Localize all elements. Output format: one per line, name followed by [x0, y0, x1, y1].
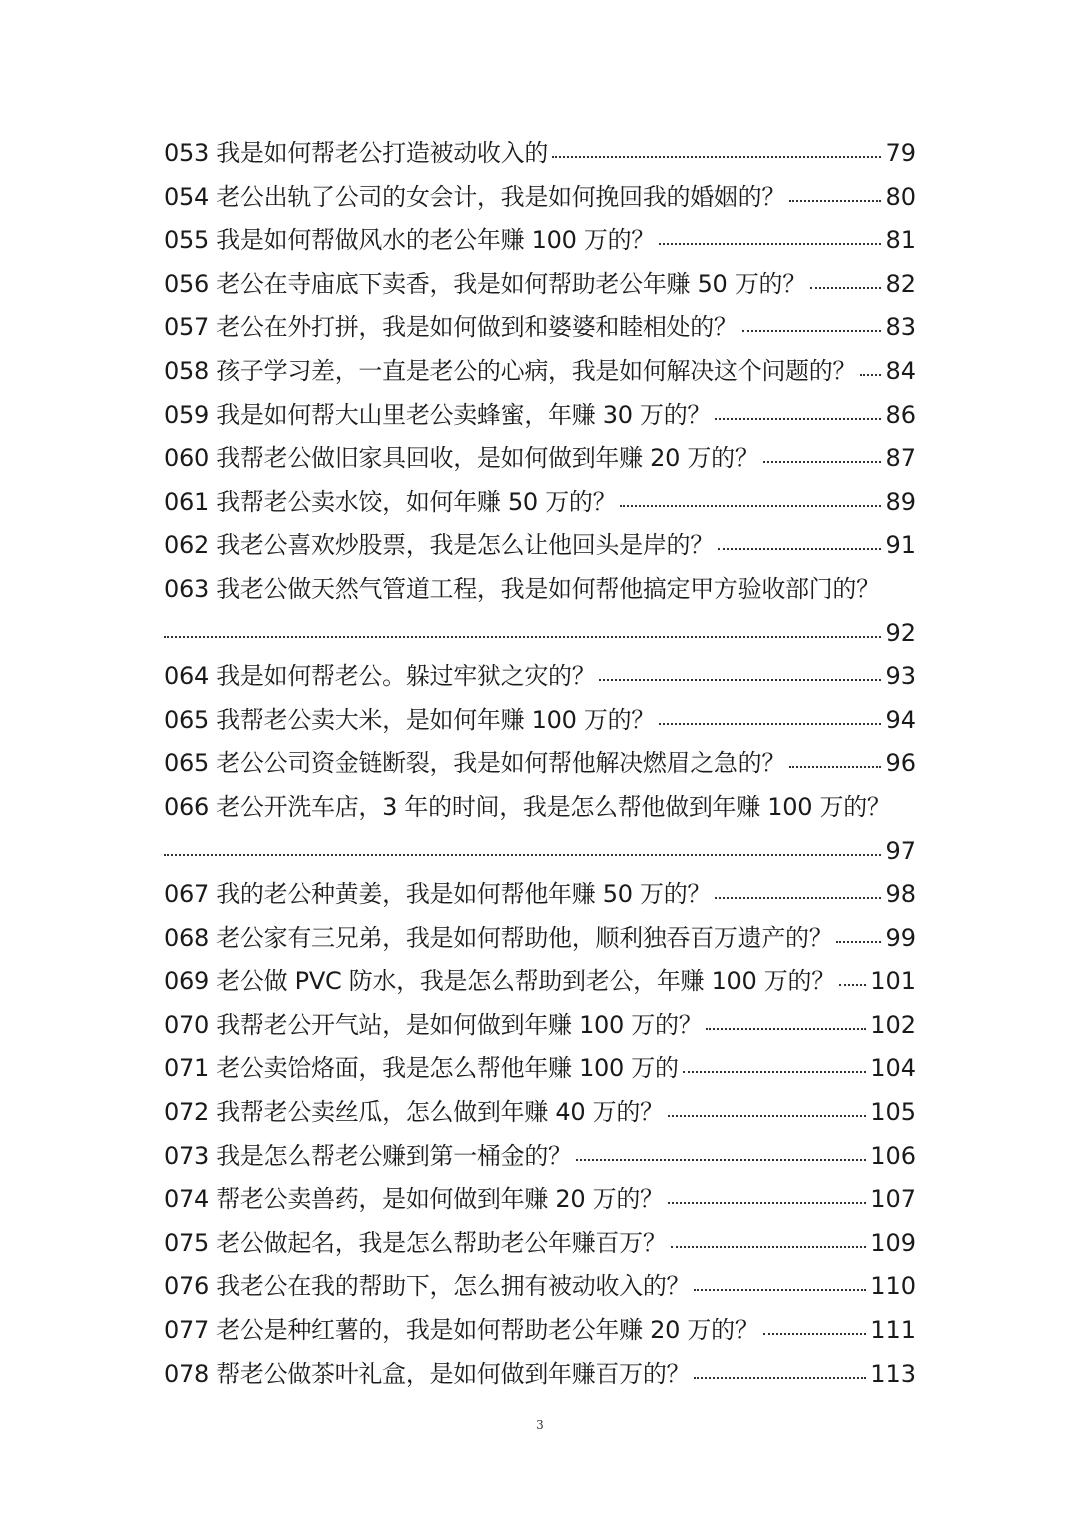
toc-entry-page: 91	[885, 531, 916, 560]
toc-dot-leader	[659, 704, 881, 728]
toc-entry-title: 063 我老公做天然气管道工程，我是如何帮他搞定甲方验收部门的？	[164, 574, 880, 603]
toc-dot-leader	[659, 224, 881, 248]
toc-entry-page: 104	[870, 1054, 916, 1083]
toc-entry-title: 078 帮老公做茶叶礼盒，是如何做到年赚百万的？	[164, 1359, 691, 1388]
toc-entry-title: 075 老公做起名，我是怎么帮助老公年赚百万？	[164, 1228, 667, 1257]
toc-entry-title: 057 老公在外打拼，我是如何做到和婆婆和睦相处的？	[164, 313, 738, 342]
toc-dot-leader	[668, 1183, 866, 1207]
toc-entry-title: 071 老公卖饸烙面，我是怎么帮他年赚 100 万的	[164, 1054, 679, 1083]
toc-entry[interactable]	[164, 1309, 916, 1353]
toc-dot-leader	[671, 1227, 867, 1251]
toc-entry[interactable]	[164, 219, 916, 263]
toc-entry-title: 074 帮老公卖兽药，是如何做到年赚 20 万的？	[164, 1185, 664, 1214]
toc-entry-title: 073 我是怎么帮老公赚到第一桶金的？	[164, 1141, 572, 1170]
toc-entry[interactable]	[164, 1004, 916, 1048]
toc-entry-title: 066 老公开洗车店，3 年的时间，我是怎么帮他做到年赚 100 万的？	[164, 792, 891, 821]
toc-entry-title: 065 我帮老公卖大米，是如何年赚 100 万的？	[164, 705, 656, 734]
toc-entry-page: 81	[885, 226, 916, 255]
toc-entry-title: 065 老公公司资金链断裂，我是如何帮他解决燃眉之急的？	[164, 749, 786, 778]
toc-entry[interactable]	[164, 786, 916, 873]
toc-entry-title: 064 我是如何帮老公。躲过牢狱之灾的？	[164, 662, 596, 691]
toc-entry[interactable]	[164, 306, 916, 350]
toc-dot-leader	[576, 1140, 866, 1164]
toc-dot-leader	[668, 1096, 866, 1120]
toc-entry-page: 102	[870, 1010, 916, 1039]
toc-dot-leader	[763, 442, 882, 466]
toc-entry[interactable]	[164, 524, 916, 568]
toc-entry[interactable]	[164, 1091, 916, 1135]
toc-entry-page: 96	[885, 749, 916, 778]
toc-entry-page: 84	[885, 356, 916, 385]
toc-dot-leader	[164, 617, 881, 641]
toc-dot-leader	[860, 355, 881, 379]
toc-dot-leader	[706, 1009, 866, 1033]
toc-entry-title: 069 老公做 PVC 防水，我是怎么帮助到老公，年赚 100 万的？	[164, 967, 835, 996]
toc-dot-leader	[810, 268, 882, 292]
toc-entry[interactable]	[164, 568, 916, 655]
toc-entry-page: 89	[885, 487, 916, 516]
toc-entry[interactable]	[164, 699, 916, 743]
toc-entry[interactable]	[164, 655, 916, 699]
toc-entry-page: 101	[870, 967, 916, 996]
toc-dot-leader	[763, 1314, 867, 1338]
toc-entry-title: 054 老公出轨了公司的女会计，我是如何挽回我的婚姻的？	[164, 182, 786, 211]
toc-entry-page: 109	[870, 1228, 916, 1257]
toc-entry-title: 077 老公是种红薯的，我是如何帮助老公年赚 20 万的？	[164, 1316, 759, 1345]
toc-entry-title: 053 我是如何帮老公打造被动收入的	[164, 139, 549, 167]
toc-entry[interactable]	[164, 437, 916, 481]
toc-entry-title: 056 老公在寺庙底下卖香，我是如何帮助老公年赚 50 万的？	[164, 269, 806, 298]
toc-dot-leader	[789, 181, 881, 205]
toc-entry[interactable]	[164, 1353, 916, 1397]
toc-entry[interactable]	[164, 1135, 916, 1179]
toc-dot-leader	[164, 835, 881, 859]
toc-entry-page: 79	[885, 139, 916, 167]
toc-entry-page: 111	[870, 1316, 916, 1345]
toc-entry-page: 83	[885, 313, 916, 342]
toc-entry-page: 92	[885, 618, 916, 647]
toc-entry-title: 067 我的老公种黄姜，我是如何帮他年赚 50 万的？	[164, 880, 712, 909]
toc-entry-page: 86	[885, 400, 916, 429]
toc-entry-page: 99	[885, 923, 916, 952]
toc-entry[interactable]	[164, 132, 916, 176]
toc-entry[interactable]	[164, 394, 916, 438]
toc-entry-page: 82	[885, 269, 916, 298]
toc-dot-leader	[683, 1052, 866, 1076]
toc-entry-page: 113	[870, 1359, 916, 1388]
toc-entry-page: 97	[885, 836, 916, 865]
toc-entry-title: 072 我帮老公卖丝瓜，怎么做到年赚 40 万的？	[164, 1098, 664, 1127]
toc-entry[interactable]	[164, 350, 916, 394]
toc-entry[interactable]	[164, 1178, 916, 1222]
toc-entry-page: 87	[885, 444, 916, 473]
toc-entry[interactable]	[164, 263, 916, 307]
toc-entry-title: 058 孩子学习差，一直是老公的心病，我是如何解决这个问题的？	[164, 356, 857, 385]
toc-entry[interactable]	[164, 873, 916, 917]
toc-dot-leader	[789, 747, 881, 771]
page-number: 3	[536, 1418, 544, 1432]
toc-dot-leader	[718, 529, 882, 553]
toc-entry[interactable]	[164, 1222, 916, 1266]
toc-entry-page: 110	[870, 1272, 916, 1301]
toc-entry-title: 059 我是如何帮大山里老公卖蜂蜜，年赚 30 万的？	[164, 400, 712, 429]
toc-entry-title: 061 我帮老公卖水饺，如何年赚 50 万的？	[164, 487, 617, 516]
toc-dot-leader	[694, 1270, 866, 1294]
toc-entry-title: 070 我帮老公开气站，是如何做到年赚 100 万的？	[164, 1010, 703, 1039]
toc-entry[interactable]	[164, 1047, 916, 1091]
toc-dot-leader	[715, 399, 881, 423]
toc-dot-leader	[742, 311, 882, 335]
toc-entry-page: 106	[870, 1141, 916, 1170]
toc-entry-page: 107	[870, 1185, 916, 1214]
toc-entry[interactable]	[164, 742, 916, 786]
toc-dot-leader	[715, 878, 881, 902]
toc-entry-page: 80	[885, 182, 916, 211]
toc-entry-page: 98	[885, 880, 916, 909]
table-of-contents	[164, 132, 916, 1396]
toc-entry[interactable]	[164, 481, 916, 525]
toc-entry-page: 94	[885, 705, 916, 734]
toc-entry-title: 076 我老公在我的帮助下，怎么拥有被动收入的？	[164, 1272, 691, 1301]
toc-entry-page: 93	[885, 662, 916, 691]
toc-entry-title: 055 我是如何帮做风水的老公年赚 100 万的？	[164, 226, 656, 255]
toc-dot-leader	[839, 965, 866, 989]
toc-entry[interactable]	[164, 1265, 916, 1309]
toc-entry[interactable]	[164, 960, 916, 1004]
toc-entry-title: 060 我帮老公做旧家具回收，是如何做到年赚 20 万的？	[164, 444, 759, 473]
toc-entry[interactable]	[164, 917, 916, 961]
toc-entry-title: 068 老公家有三兄弟，我是如何帮助他，顺利独吞百万遗产的？	[164, 923, 833, 952]
toc-entry-title: 062 我老公喜欢炒股票，我是怎么让他回头是岸的？	[164, 531, 714, 560]
toc-dot-leader	[599, 660, 881, 684]
toc-entry-page: 105	[870, 1098, 916, 1127]
toc-dot-leader	[836, 922, 881, 946]
toc-dot-leader	[620, 486, 881, 510]
toc-entry[interactable]	[164, 176, 916, 220]
toc-dot-leader	[694, 1358, 866, 1382]
toc-dot-leader	[552, 137, 881, 161]
